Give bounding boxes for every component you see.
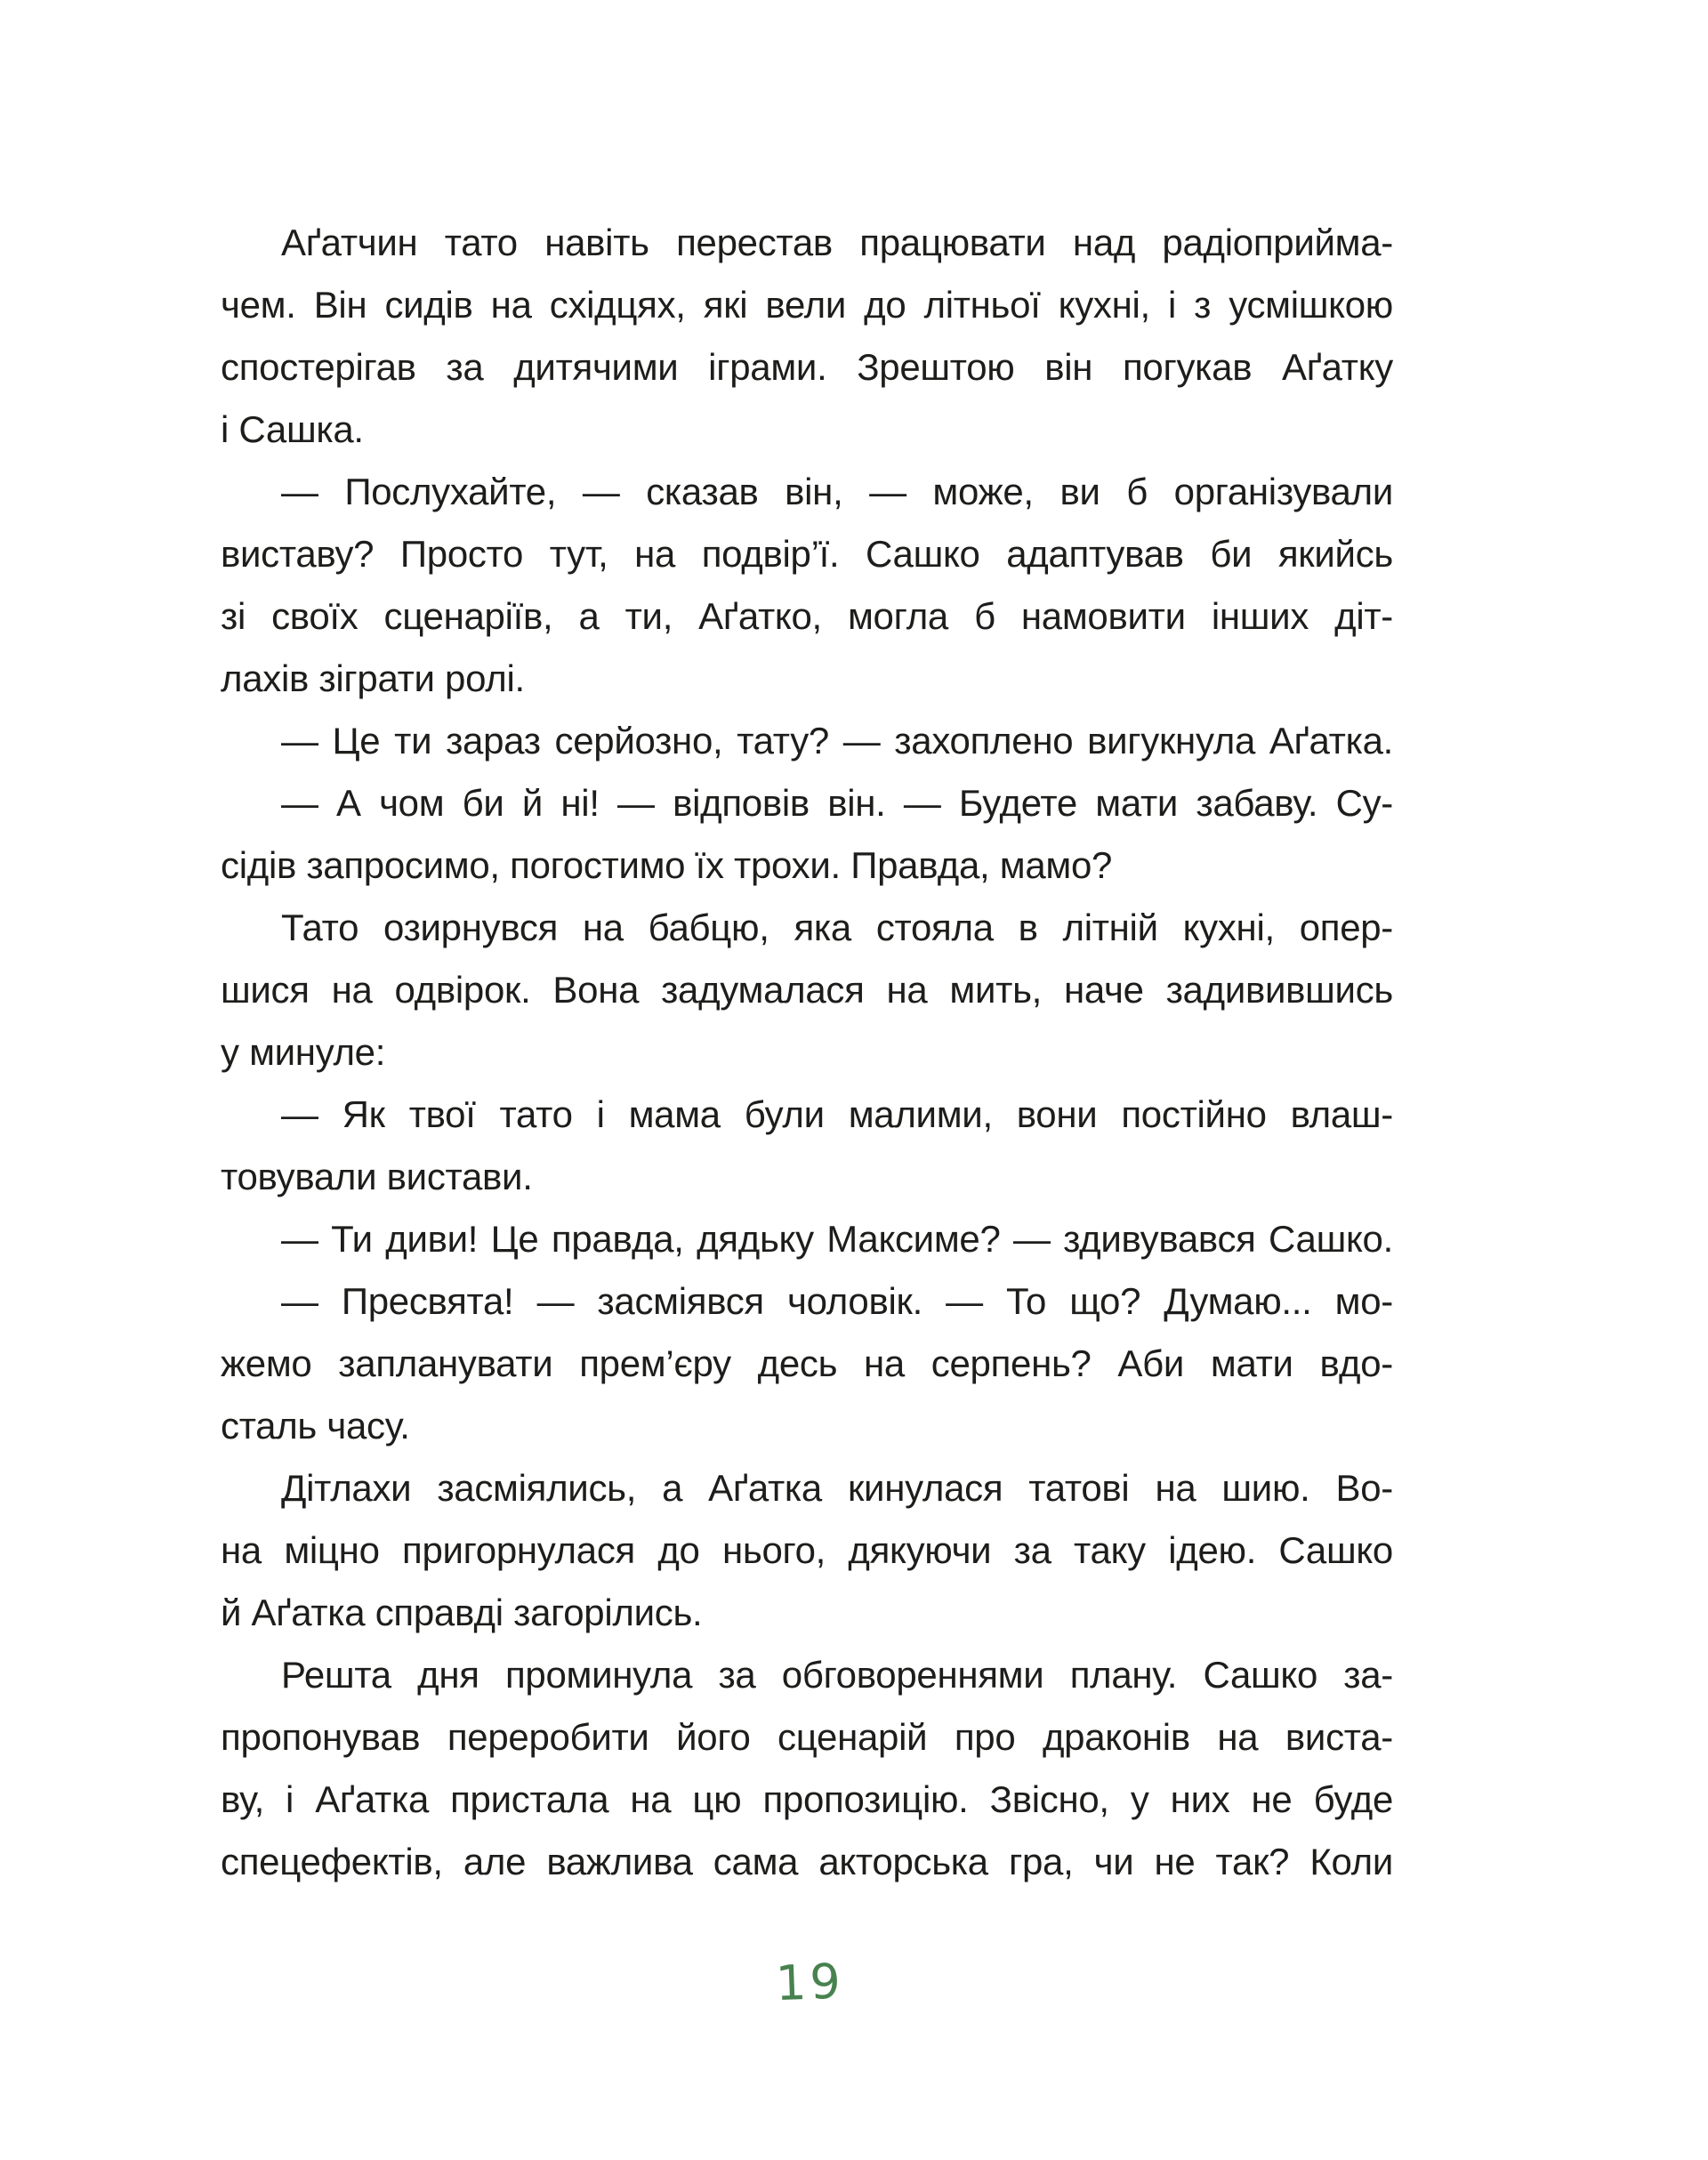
text-line: Тато озирнувся на бабцю, яка стояла в літній кухні, опер- xyxy=(281,907,1393,948)
paragraph xyxy=(221,897,1393,1084)
text-line: на міцно пригорнулася до нього, дякуючи за таку ідею. Сашко xyxy=(221,1529,1393,1571)
text-line: Дітлахи засміялись, а Аґатка кинулася татові на шию. Во- xyxy=(281,1467,1393,1509)
text-line: жемо запланувати прем’єру десь на серпень? Аби мати вдо- xyxy=(221,1342,1393,1384)
paragraph xyxy=(221,212,1393,461)
paragraph xyxy=(221,1457,1393,1644)
text-line: — Як твої тато і мама були малими, вони постійно влаш- xyxy=(281,1093,1393,1135)
text-line: і Сашка. xyxy=(221,408,364,450)
paragraph xyxy=(221,1084,1393,1208)
text-line: шися на одвірок. Вона задумалася на мить, наче задивившись xyxy=(221,969,1393,1011)
text-line: — Ти диви! Це правда, дядьку Максиме? — здивувався Сашко. xyxy=(281,1218,1393,1260)
text-line: лахів зіграти ролі. xyxy=(221,657,525,699)
text-line: спецефектів, але важлива сама акторська гра, чи не так? Коли xyxy=(221,1841,1393,1882)
text-block xyxy=(221,212,1393,1893)
paragraph xyxy=(221,1270,1393,1457)
text-line: сталь часу. xyxy=(221,1405,410,1447)
page-number: 19 xyxy=(774,1953,845,2012)
text-line: — Послухайте, — сказав він, — може, ви б організували xyxy=(281,471,1393,512)
text-line: ву, і Аґатка пристала на цю пропозицію. Звісно, у них не буде xyxy=(221,1778,1393,1820)
paragraph xyxy=(221,772,1393,897)
text-line: у минуле: xyxy=(221,1031,386,1073)
text-line: товували вистави. xyxy=(221,1156,533,1197)
text-line: зі своїх сценаріїв, а ти, Аґатко, могла б намовити інших діт- xyxy=(221,595,1393,637)
text-line: Аґатчин тато навіть перестав працювати над радіоприйма- xyxy=(281,222,1393,263)
text-line: чем. Він сидів на східцях, які вели до літньої кухні, і з усмішкою xyxy=(221,284,1393,326)
text-line: спостерігав за дитячими іграми. Зрештою він погукав Аґатку xyxy=(221,346,1393,388)
text-line: — А чом би й ні! — відповів він. — Будете мати забаву. Су- xyxy=(281,782,1393,824)
text-line: — Пресвята! — засміявся чоловік. — То що? Думаю... мо- xyxy=(281,1280,1393,1322)
paragraph xyxy=(221,710,1393,772)
paragraph xyxy=(221,1644,1393,1893)
text-line: — Це ти зараз серйозно, тату? — захоплено вигукнула Аґатка. xyxy=(281,720,1393,762)
paragraph xyxy=(221,1208,1393,1270)
text-line: пропонував переробити його сценарій про драконів на виста- xyxy=(221,1716,1393,1758)
text-line: виставу? Просто тут, на подвір’ї. Сашко адаптував би якийсь xyxy=(221,533,1393,575)
text-line: Решта дня проминула за обговореннями плану. Сашко за- xyxy=(281,1654,1393,1696)
text-line: й Аґатка справді загорілись. xyxy=(221,1592,703,1633)
paragraph xyxy=(221,461,1393,710)
text-line: сідів запросимо, погостимо їх трохи. Правда, мамо? xyxy=(221,844,1113,886)
